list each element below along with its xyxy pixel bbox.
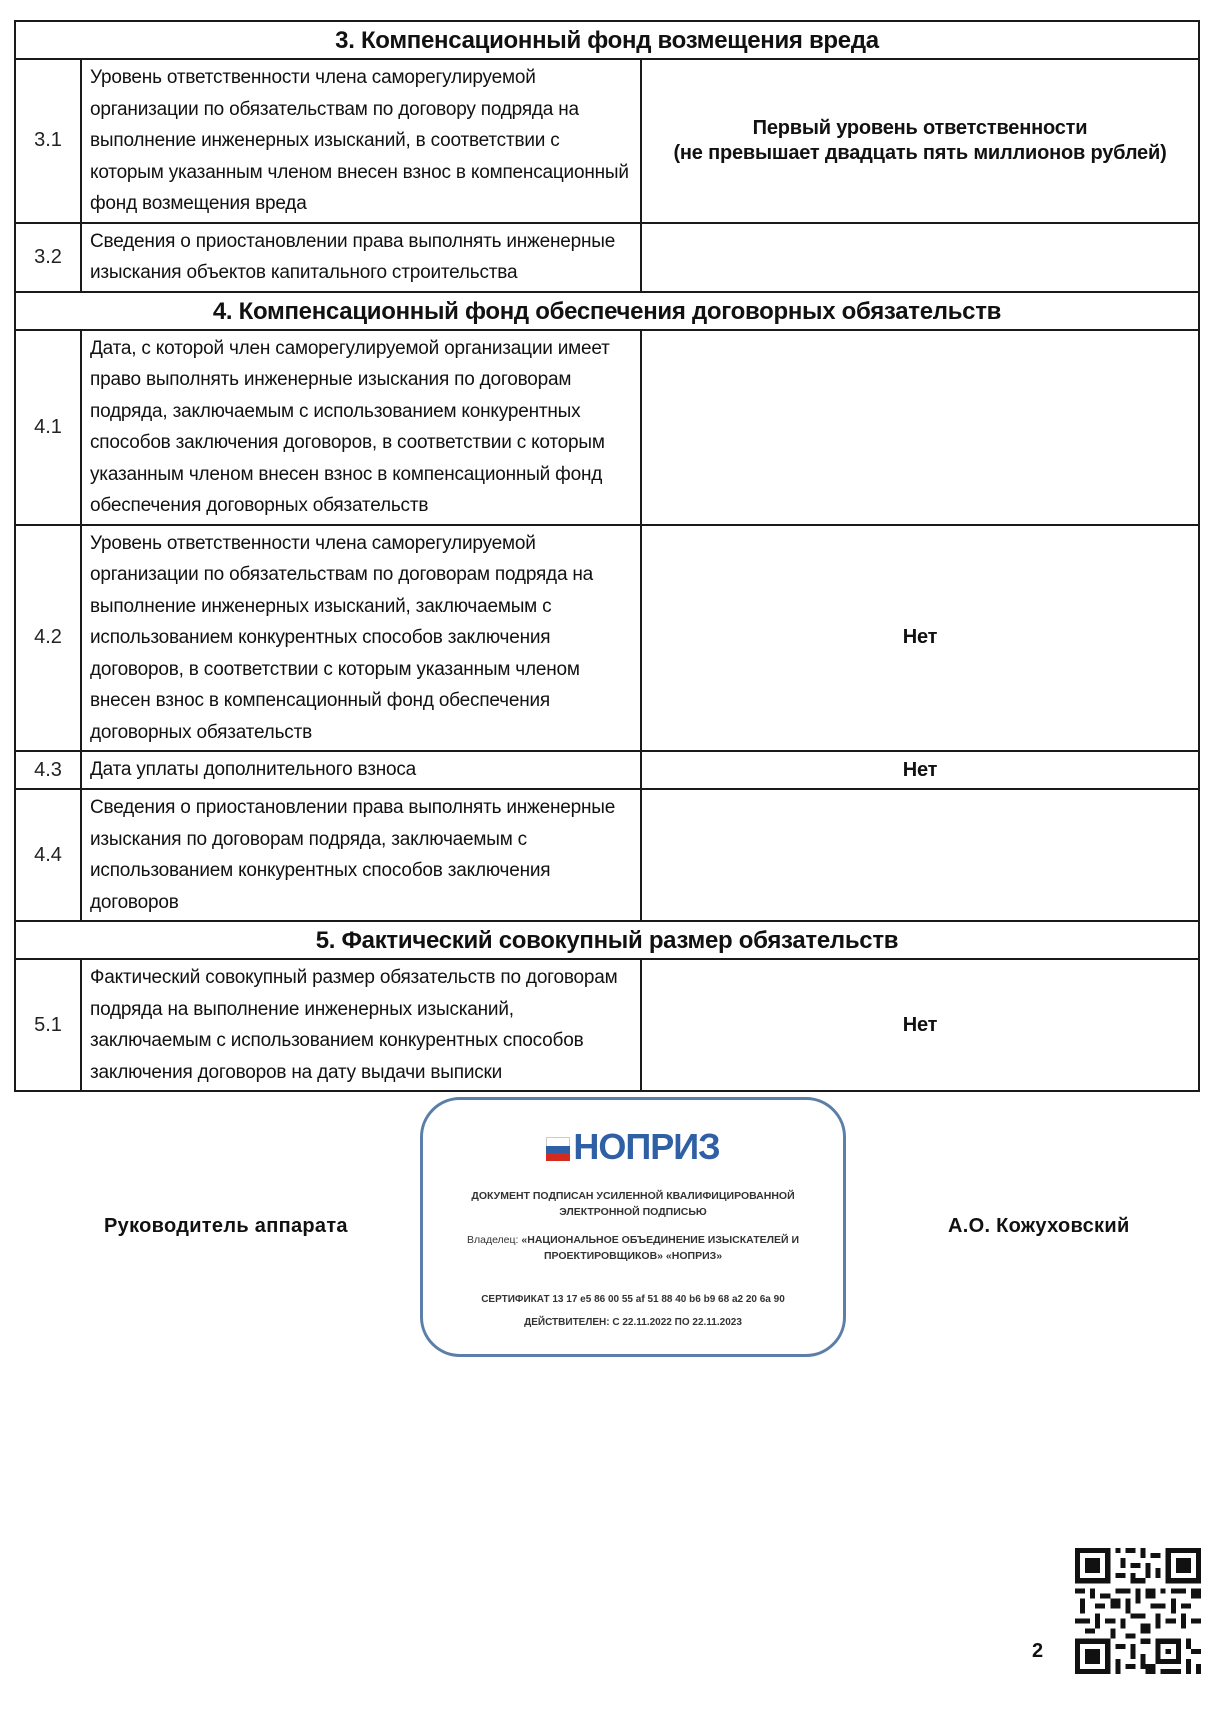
section-title: 4. Компенсационный фонд обеспечения договорных обязательств bbox=[15, 292, 1199, 330]
section-header-5 bbox=[15, 921, 1199, 959]
row-value: Нет bbox=[641, 525, 1199, 752]
row-value bbox=[641, 223, 1199, 292]
section-header-3 bbox=[15, 21, 1199, 59]
signatory-name: А.О. Кожуховский bbox=[948, 1215, 1130, 1237]
row-description: Сведения о приостановлении права выполнять инженерные изыскания объектов капитального строительства bbox=[81, 223, 641, 292]
row-description: Дата, с которой член саморегулируемой организации имеет право выполнять инженерные изыскания по договорам подряда, заключаемым с использованием конкурентных способов заключения договоров, в соответствии с которым указанным членом внесен взнос в компенсационный фонд обеспечения договорных обязательств bbox=[81, 330, 641, 525]
section-title: 3. Компенсационный фонд возмещения вреда bbox=[15, 21, 1199, 59]
row-number: 4.2 bbox=[15, 525, 81, 752]
row-description: Фактический совокупный размер обязательств по договорам подряда на выполнение инженерных изысканий, заключаемым с использованием конкурентных способов заключения договоров на дату выдачи выписки bbox=[81, 959, 641, 1091]
owner-value: «НАЦИОНАЛЬНОЕ ОБЪЕДИНЕНИЕ ИЗЫСКАТЕЛЕЙ И ПРОЕКТИРОВЩИКОВ» «НОПРИЗ» bbox=[521, 1234, 800, 1262]
row-number: 3.1 bbox=[15, 59, 81, 223]
signatory-position: Руководитель аппарата bbox=[104, 1215, 348, 1237]
row-number: 4.4 bbox=[15, 789, 81, 921]
extract-table bbox=[14, 20, 1200, 1092]
flag-icon bbox=[546, 1137, 570, 1161]
certificate-number: СЕРТИФИКАТ 13 17 e5 86 00 55 af 51 88 40 b6 b9 68 a2 20 6a 90 bbox=[481, 1294, 785, 1305]
row-description: Уровень ответственности члена саморегулируемой организации по обязательствам по договору подряда на выполнение инженерных изысканий, в соответствии с которым указанным членом внесен взнос в компенсационный фонд возмещения вреда bbox=[81, 59, 641, 223]
row-value bbox=[641, 330, 1199, 525]
row-value: Нет bbox=[641, 959, 1199, 1091]
electronic-signature-stamp bbox=[420, 1097, 846, 1357]
row-description: Дата уплаты дополнительного взноса bbox=[81, 751, 641, 789]
owner-label: Владелец: bbox=[466, 1234, 519, 1246]
table-row bbox=[15, 525, 1199, 752]
logo-text: НОПРИЗ bbox=[573, 1126, 720, 1167]
row-number: 3.2 bbox=[15, 223, 81, 292]
page-number: 2 bbox=[1032, 1640, 1044, 1662]
section-header-4 bbox=[15, 292, 1199, 330]
nopriz-logo bbox=[423, 1126, 843, 1168]
row-description: Сведения о приостановлении права выполнять инженерные изыскания по договорам подряда, заключаемым с использованием конкурентных способов заключения договоров bbox=[81, 789, 641, 921]
table-row bbox=[15, 330, 1199, 525]
row-value bbox=[641, 59, 1199, 223]
table-row bbox=[15, 789, 1199, 921]
row-value bbox=[641, 789, 1199, 921]
section-title: 5. Фактический совокупный размер обязательств bbox=[15, 921, 1199, 959]
qr-code-icon bbox=[1075, 1548, 1201, 1674]
validity-period: ДЕЙСТВИТЕЛЕН: С 22.11.2022 ПО 22.11.2023 bbox=[524, 1317, 742, 1328]
row-number: 4.3 bbox=[15, 751, 81, 789]
row-number: 5.1 bbox=[15, 959, 81, 1091]
table-row bbox=[15, 959, 1199, 1091]
table-row bbox=[15, 751, 1199, 789]
row-description: Уровень ответственности члена саморегулируемой организации по обязательствам по договорам подряда на выполнение инженерных изысканий, заключаемым с использованием конкурентных способов заключения договоров, в соответствии с которым указанным членом внесен взнос в компенсационный фонд обеспечения договорных обязательств bbox=[81, 525, 641, 752]
row-value-line: Первый уровень ответственности bbox=[752, 116, 1088, 139]
table-row bbox=[15, 59, 1199, 223]
owner-line bbox=[423, 1232, 843, 1264]
row-number: 4.1 bbox=[15, 330, 81, 525]
signed-notice: ДОКУМЕНТ ПОДПИСАН УСИЛЕННОЙ КВАЛИФИЦИРОВАННОЙ ЭЛЕКТРОННОЙ ПОДПИСЬЮ bbox=[471, 1190, 795, 1218]
row-value-line: (не превышает двадцать пять миллионов рублей) bbox=[673, 141, 1167, 164]
row-value: Нет bbox=[641, 751, 1199, 789]
table-row bbox=[15, 223, 1199, 292]
